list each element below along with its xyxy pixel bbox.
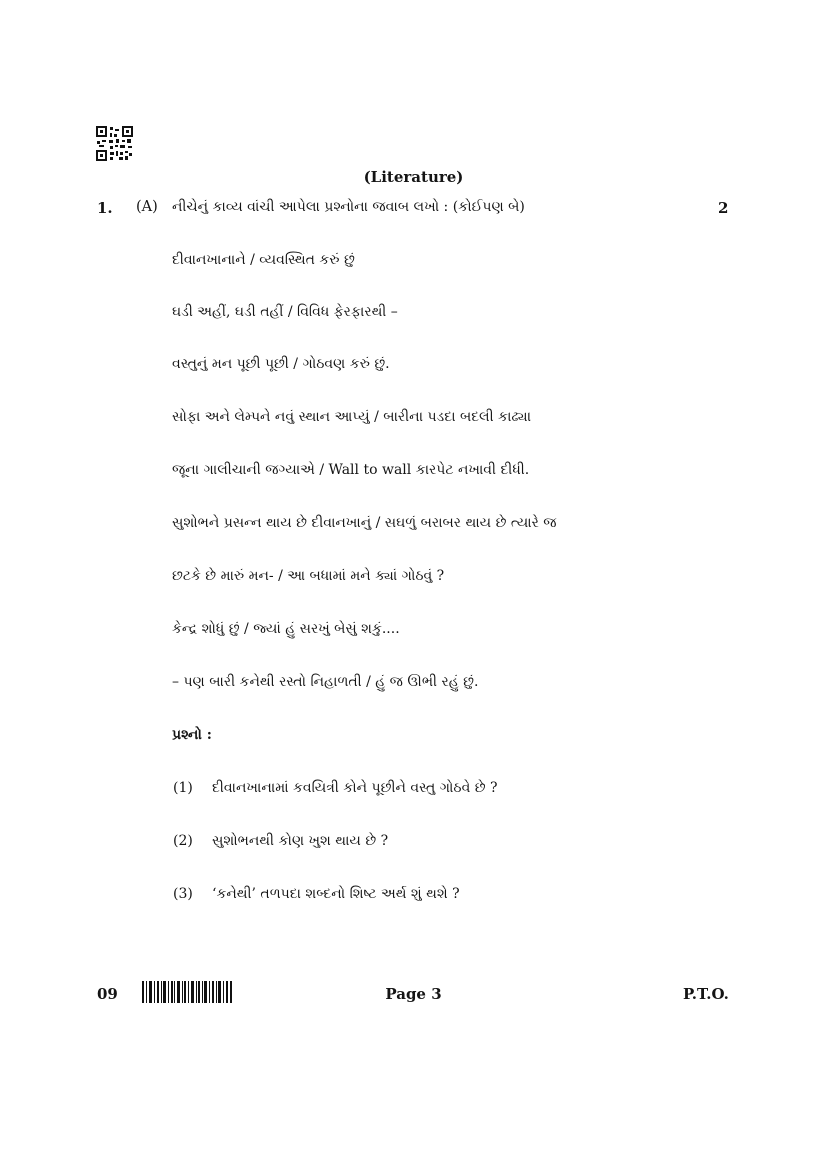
page-number: Page 3 <box>385 985 442 1003</box>
sub-question-number: (2) <box>173 833 193 849</box>
poem-line: સુશોભને પ્રસન્ન થાય છે દીવાનખાનું / સઘળું બરાબર થાય છે ત્યારે જ <box>172 515 557 531</box>
question-marks: 2 <box>718 199 729 217</box>
poem-line: કેન્દ્ર શોધું છું / જ્યાં હું સરખું બેસું શકું.... <box>172 621 400 637</box>
sub-question-text: ‘કનેથી’ તળપદા શબ્દનો શિષ્ટ અર્થ શું થશે ? <box>212 886 460 902</box>
poem-line: છટકે છે મારું મન- / આ બધામાં મને ક્યાં ગોઠવું ? <box>172 568 445 584</box>
sub-question-number: (3) <box>173 886 193 902</box>
poem-line: – પણ બારી કનેથી રસ્તો નિહાળતી / હું જ ઊભી રહું છું. <box>172 674 479 690</box>
sub-question-text: સુશોભનથી કોણ ખુશ થાય છે ? <box>212 833 389 849</box>
poem-line: ઘડી અહીં, ઘડી તહીં / વિવિધ ફેરફારથી – <box>172 304 398 320</box>
sub-question-number: (1) <box>173 780 193 796</box>
poem-line: વસ્તુનું મન પૂછી પૂછી / ગોઠવણ કરું છું. <box>172 356 390 372</box>
pto-label: P.T.O. <box>683 985 729 1003</box>
paper-code: 09 <box>97 985 118 1003</box>
questions-label: પ્રશ્નો : <box>172 727 212 743</box>
poem-line: જૂના ગાલીચાની જગ્યાએ / Wall to wall કારપેટ નખાવી દીધી. <box>172 462 530 478</box>
question-instruction: નીચેનું કાવ્ય વાંચી આપેલા પ્રશ્નોના જવાબ લખો : (કોઈપણ બે) <box>172 199 525 215</box>
qr-code-icon <box>96 126 133 161</box>
sub-question-text: દીવાનખાનામાં કવયિત્રી કોને પૂછીને વસ્તુ ગોઠવે છે ? <box>212 780 498 796</box>
question-part: (A) <box>136 199 158 215</box>
poem-line: સોફા અને લેમ્પને નવું સ્થાન આપ્યું / બારીના પડદા બદલી કાઢ્યા <box>172 409 532 425</box>
section-title: (Literature) <box>363 168 464 186</box>
question-number: 1. <box>97 199 113 217</box>
poem-line: દીવાનખાનાને / વ્યવસ્થિત કરું છું <box>172 252 355 268</box>
